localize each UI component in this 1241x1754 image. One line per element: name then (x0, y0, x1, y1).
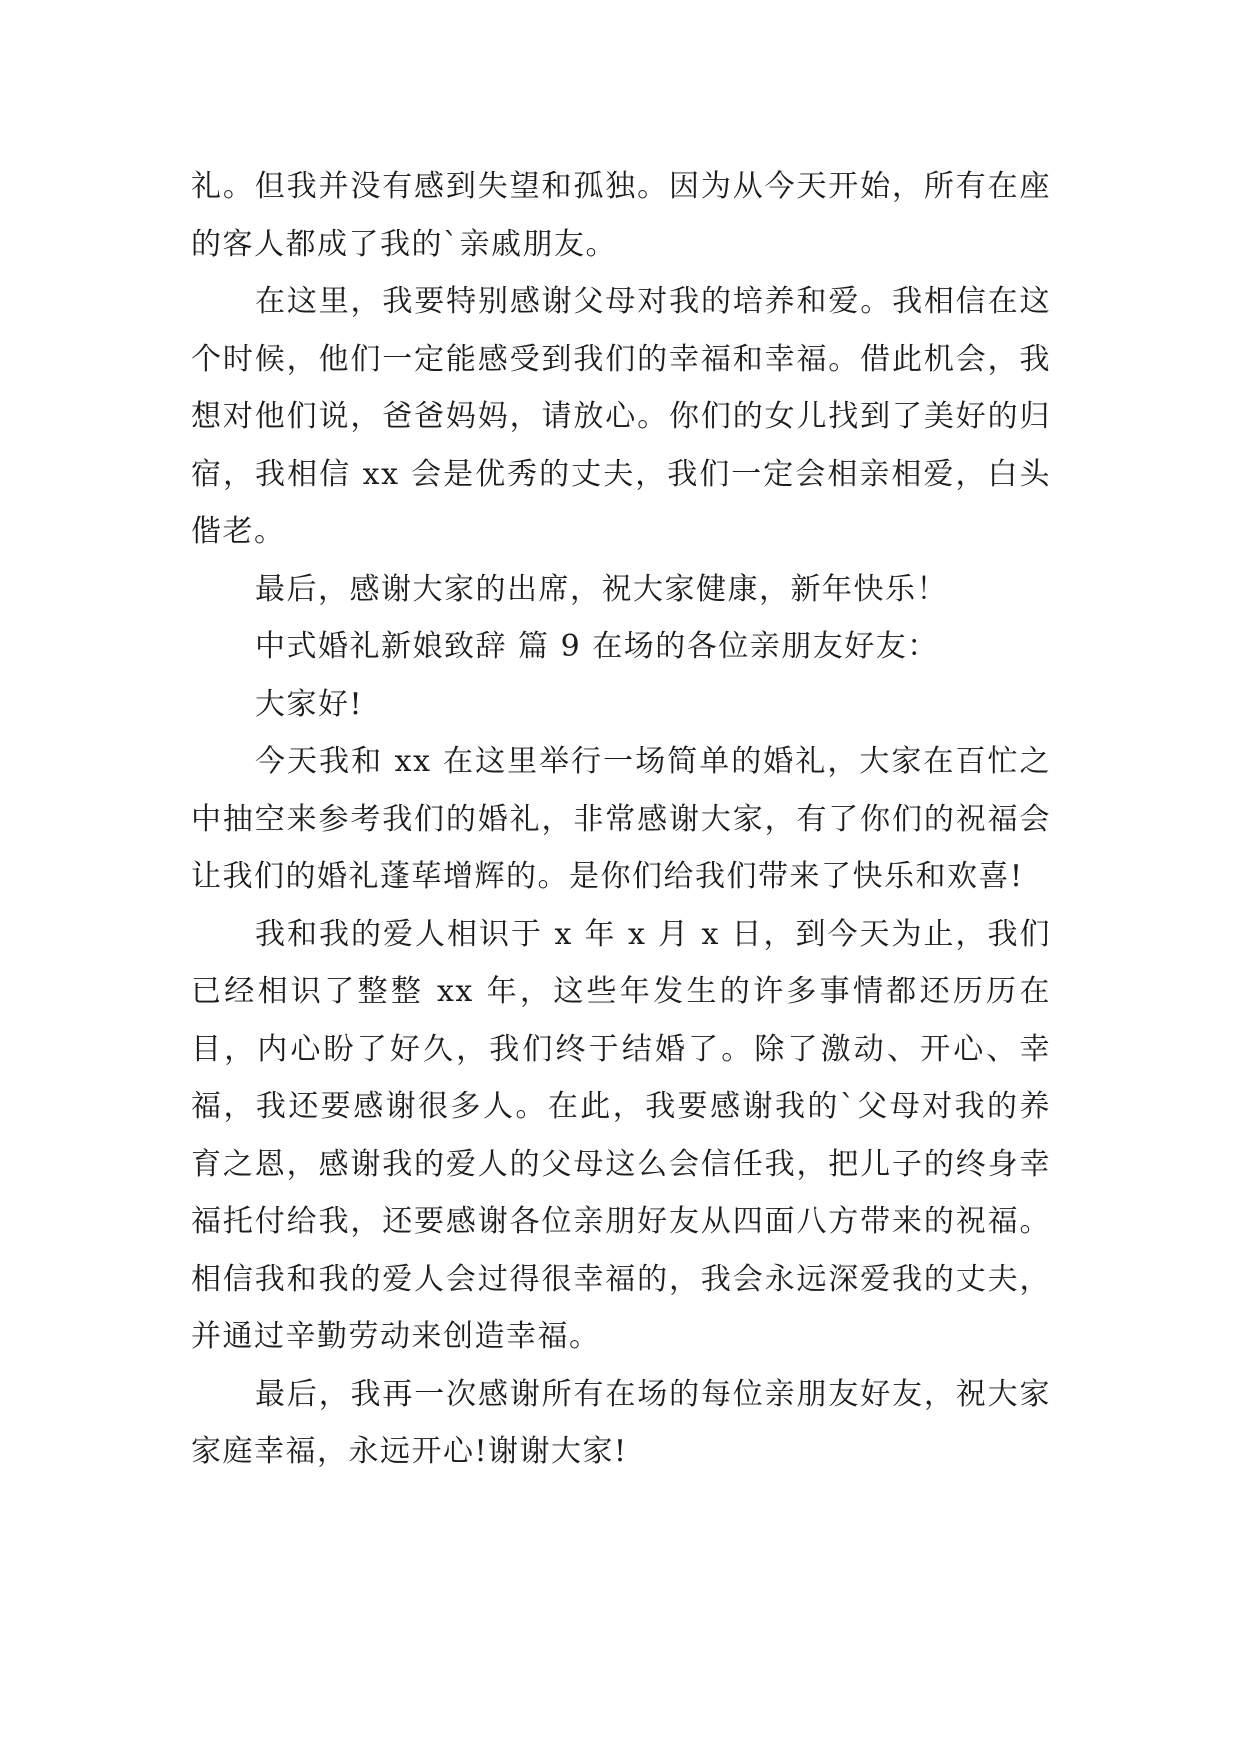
paragraph: 礼。但我并没有感到失望和孤独。因为从今天开始，所有在座的客人都成了我的`亲戚朋友。 (191, 169, 1051, 262)
paragraph: 在这里，我要特别感谢父母对我的培养和爱。我相信在这个时候，他们一定能感受到我们的幸福和幸福。借此机会，我想对他们说，爸爸妈妈，请放心。你们的女儿找到了美好的归宿，我相信 xx 会是优秀的丈夫，我们一定会相亲相爱，白头偕老。 (191, 284, 1051, 549)
document-body (191, 158, 1051, 1481)
paragraph: 今天我和 xx 在这里举行一场简单的婚礼，大家在百忙之中抽空来参考我们的婚礼，非常感谢大家，有了你们的祝福会让我们的婚礼蓬荜增辉的。是你们给我们带来了快乐和欢喜! (191, 744, 1051, 894)
section-heading: 中式婚礼新娘致辞 篇 9 在场的各位亲朋友好友： (255, 629, 939, 664)
greeting: 大家好! (255, 686, 364, 722)
paragraph: 我和我的爱人相识于 x 年 x 月 x 日，到今天为止，我们已经相识了整整 xx 年，这些年发生的许多事情都还历历在目，内心盼了好久，我们终于结婚了。除了激动、开心、幸福，我还要感谢很多人。在此，我要感谢我的`父母对我的养育之恩，感谢我的爱人的父母这么会信任我，把儿子的终身幸福托付给我，还要感谢各位亲朋好友从四面八方带来的祝福。相信我和我的爱人会过得很幸福的，我会永远深爱我的丈夫，并通过辛勤劳动来创造幸福。 (191, 916, 1051, 1354)
paragraph: 最后，我再一次感谢所有在场的每位亲朋友好友，祝大家家庭幸福，永远开心!谢谢大家! (191, 1376, 1051, 1469)
paragraph: 最后，感谢大家的出席，祝大家健康，新年快乐！ (255, 571, 948, 607)
